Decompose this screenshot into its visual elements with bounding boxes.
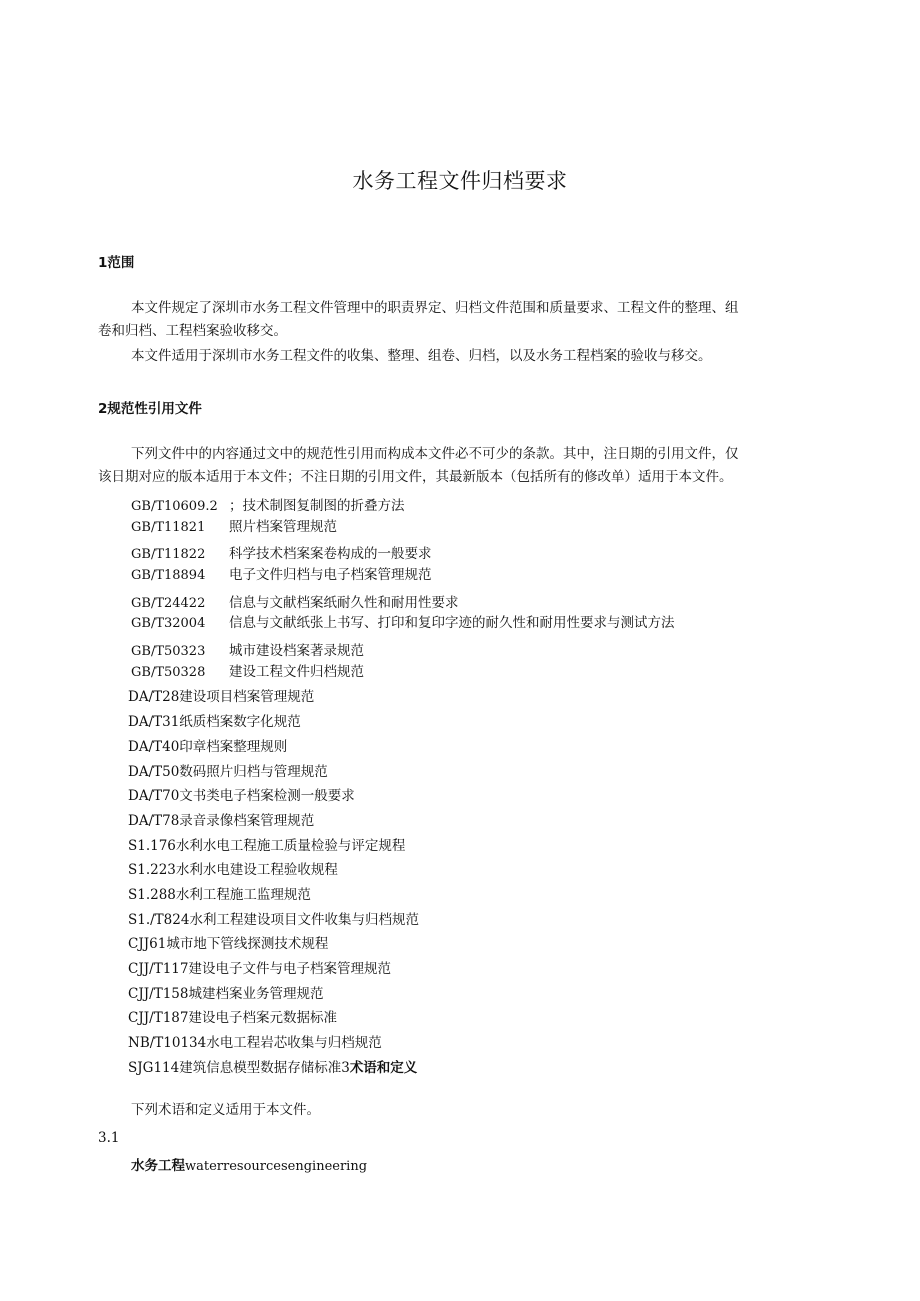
reference-code: GB/T11821 xyxy=(131,520,206,535)
section-2-intro-line-2: 该日期对应的版本适用于本文件；不注日期的引用文件，其最新版本（包括所有的修改单）适用于本文件。 xyxy=(98,469,733,485)
reference-code: GB/T32004 xyxy=(131,616,206,631)
reference-code: GB/T24422 xyxy=(131,596,206,611)
reference-code: GB/T18894 xyxy=(131,568,206,583)
reference-item: DA/T78录音录像档案管理规范 xyxy=(128,813,315,829)
reference-text: SJG114建筑信息模型数据存储标准 xyxy=(128,1060,342,1076)
reference-code: GB/T11822 xyxy=(131,547,206,562)
reference-item: CJJ/T187建设电子档案元数据标准 xyxy=(128,1010,337,1026)
reference-name: ；技术制图复制图的折叠方法 xyxy=(229,498,405,514)
reference-item xyxy=(131,591,459,611)
reference-name: 建设工程文件归档规范 xyxy=(229,664,364,680)
section-3-heading-number: 3 xyxy=(341,1060,350,1076)
reference-item: S1./T824水利工程建设项目文件收集与归档规范 xyxy=(128,912,419,928)
reference-item: DA/T50数码照片归档与管理规范 xyxy=(128,764,328,780)
section-3-intro: 下列术语和定义适用于本文件。 xyxy=(131,1102,320,1118)
reference-item xyxy=(131,611,675,631)
reference-name: 城市建设档案著录规范 xyxy=(229,643,364,659)
reference-item xyxy=(131,563,432,583)
section-2-heading: 2规范性引用文件 xyxy=(98,401,202,417)
reference-item-last xyxy=(128,1056,417,1076)
reference-item xyxy=(131,660,364,680)
reference-item: S1.176水利水电工程施工质量检验与评定规程 xyxy=(128,838,406,854)
term-entry xyxy=(131,1154,367,1174)
section-1-para-2: 本文件适用于深圳市水务工程文件的收集、整理、组卷、归档，以及水务工程档案的验收与移交。 xyxy=(131,348,712,364)
reference-name: 照片档案管理规范 xyxy=(229,519,337,535)
reference-item: CJJ/T117建设电子文件与电子档案管理规范 xyxy=(128,961,391,977)
reference-item: CJJ61城市地下管线探测技术规程 xyxy=(128,936,329,952)
section-1-para-1-line-1: 本文件规定了深圳市水务工程文件管理中的职责界定、归档文件范围和质量要求、工程文件的整理、组 xyxy=(131,300,739,316)
section-2-intro-line-1: 下列文件中的内容通过文中的规范性引用而构成本文件必不可少的条款。其中，注日期的引用文件，仅 xyxy=(131,446,739,462)
reference-item: DA/T70文书类电子档案检测一般要求 xyxy=(128,788,355,804)
reference-item xyxy=(131,515,337,535)
reference-item: S1.288水利工程施工监理规范 xyxy=(128,887,311,903)
reference-item xyxy=(131,639,364,659)
clause-number: 3.1 xyxy=(98,1130,120,1146)
reference-name: 科学技术档案案卷构成的一般要求 xyxy=(229,546,432,562)
reference-name: 电子文件归档与电子档案管理规范 xyxy=(229,567,432,583)
reference-name: 信息与文献档案纸耐久性和耐用性要求 xyxy=(229,595,459,611)
reference-item xyxy=(131,542,432,562)
reference-item: CJJ/T158城建档案业务管理规范 xyxy=(128,986,324,1002)
reference-code: GB/T50328 xyxy=(131,665,206,680)
reference-item: DA/T31纸质档案数字化规范 xyxy=(128,714,301,730)
reference-item: DA/T28建设项目档案管理规范 xyxy=(128,689,315,705)
reference-item: DA/T40印章档案整理规则 xyxy=(128,739,288,755)
section-3-heading: 术语和定义 xyxy=(349,1060,418,1076)
reference-code: GB/T50323 xyxy=(131,644,206,659)
reference-item: NB/T10134水电工程岩芯收集与归档规范 xyxy=(128,1035,382,1051)
section-1-heading: 1范围 xyxy=(98,255,135,271)
term-english: waterresourcesengineering xyxy=(185,1159,368,1174)
reference-name: 信息与文献纸张上书写、打印和复印字迹的耐久性和耐用性要求与测试方法 xyxy=(229,615,675,631)
section-1-para-1-line-2: 卷和归档、工程档案验收移交。 xyxy=(98,323,287,339)
document-title: 水务工程文件归档要求 xyxy=(352,169,568,193)
term-chinese: 水务工程 xyxy=(131,1158,185,1174)
reference-item: S1.223水利水电建设工程验收规程 xyxy=(128,862,338,878)
reference-item xyxy=(131,494,405,514)
reference-code: GB/T10609.2 xyxy=(131,499,218,514)
